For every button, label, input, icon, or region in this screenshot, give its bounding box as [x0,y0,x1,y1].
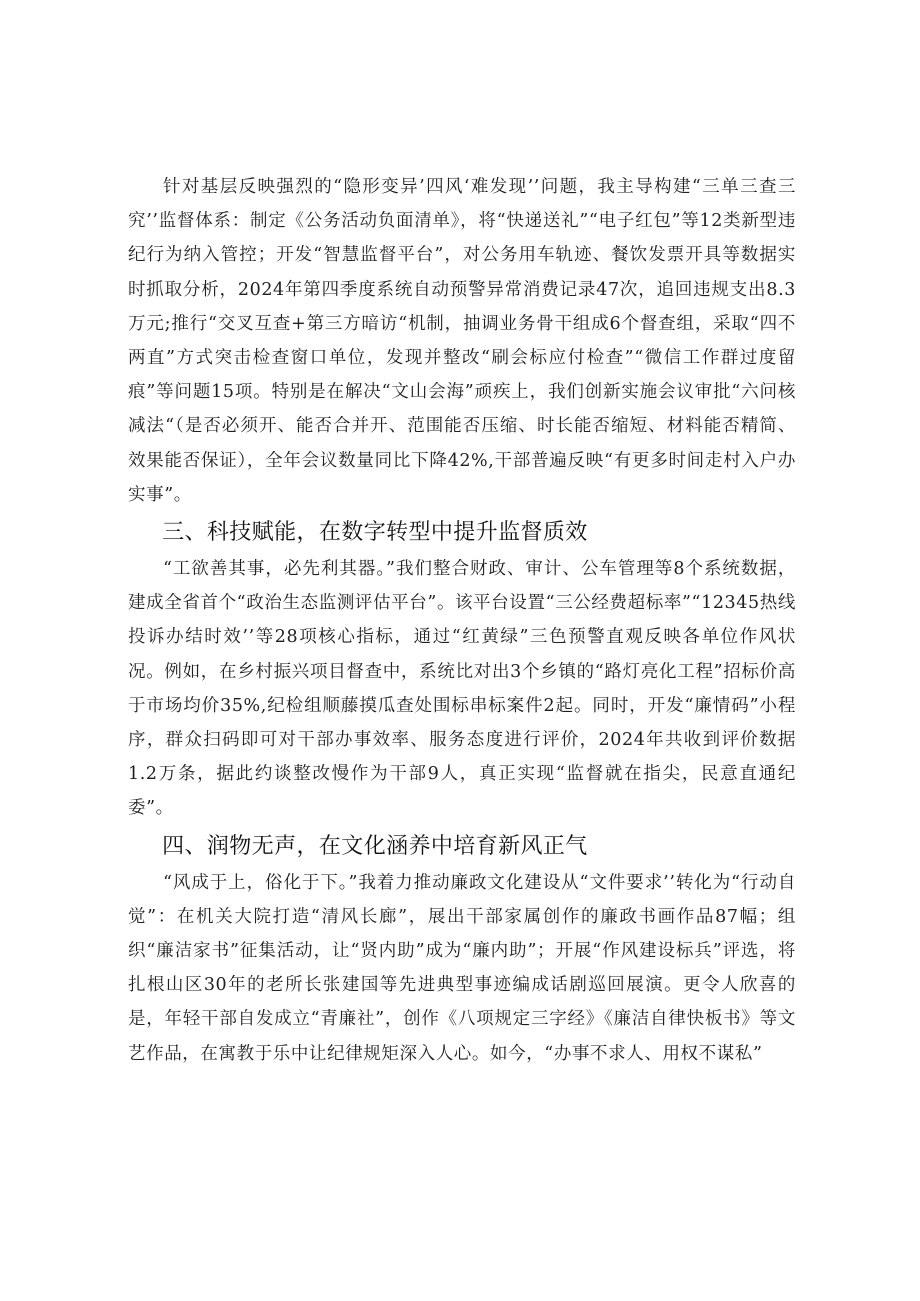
section-heading-3: 三、科技赋能，在数字转型中提升监督质效 [162,520,588,546]
paragraph-supervision-system: 针对基层反映强烈的“隐形变异’四风‘难发现’’问题，我主导构建“三单三查三究’’监督体系：制定《公务活动负面清单》，将“快递送礼”“电子红包”等12类新型违纪行为纳入管控；开发“智慧监督平台”，对公务用车轨迹、餐饮发票开具等数据实时抓取分析，2024年第四季度系统自动预警异常消费记录47次，追回违规支出8.3万元;推行“交叉互查+第三方暗访“机制，抽调业务骨干组成6个督查组，采取“四不两直”方式突击检查窗口单位，发现并整改“刷会标应付检查”“微信工作群过度留痕”等问题15项。特别是在解决“文山会海”顽疾上，我们创新实施会议审批“六问核减法“（是否必须开、能否合并开、范围能否压缩、时长能否缩短、材料能否精简、效果能否保证），全年会议数量同比下降42%,干部普遍反映“有更多时间走村入户办实事”。 [128,177,796,505]
section-heading-4: 四、润物无声，在文化涵养中培育新风正气 [162,833,588,859]
paragraph-culture-building: “风成于上，俗化于下。”我着力推动廉政文化建设从“文件要求’’转化为“行动自觉”：在机关大院打造“清风长廊”，展出干部家属创作的廉政书画作品87幅；组织“廉洁家书”征集活动，让“贤内助”成为“廉内助”；开展“作风建设标兵”评选，将扎根山区30年的老所长张建国等先进典型事迹编成话剧巡回展演。更令人欣喜的是，年轻干部自发成立“青廉社”，创作《八项规定三字经》《廉洁自律快板书》等文艺作品，在寓教于乐中让纪律规矩深入人心。如今，“办事不求人、用权不谋私” [128,872,796,1064]
paragraph-tech-empowerment: “工欲善其事，必先利其器。”我们整合财政、审计、公车管理等8个系统数据，建成全省首个“政治生态监测评估平台”。该平台设置“三公经费超标率”“12345热线投诉办结时效’’等28项核心指标，通过“红黄绿”三色预警直观反映各单位作风状况。例如，在乡村振兴项目督查中，系统比对出3个乡镇的“路灯亮化工程”招标价高于市场均价35%,纪检组顺藤摸瓜查处围标串标案件2起。同时，开发“廉情码”小程序，群众扫码即可对干部办事效率、服务态度进行评价，2024年共收到评价数据1.2万条，据此约谈整改慢作为干部9人，真正实现“监督就在指尖，民意直通纪委”。 [128,559,796,819]
document-body [128,170,796,1071]
